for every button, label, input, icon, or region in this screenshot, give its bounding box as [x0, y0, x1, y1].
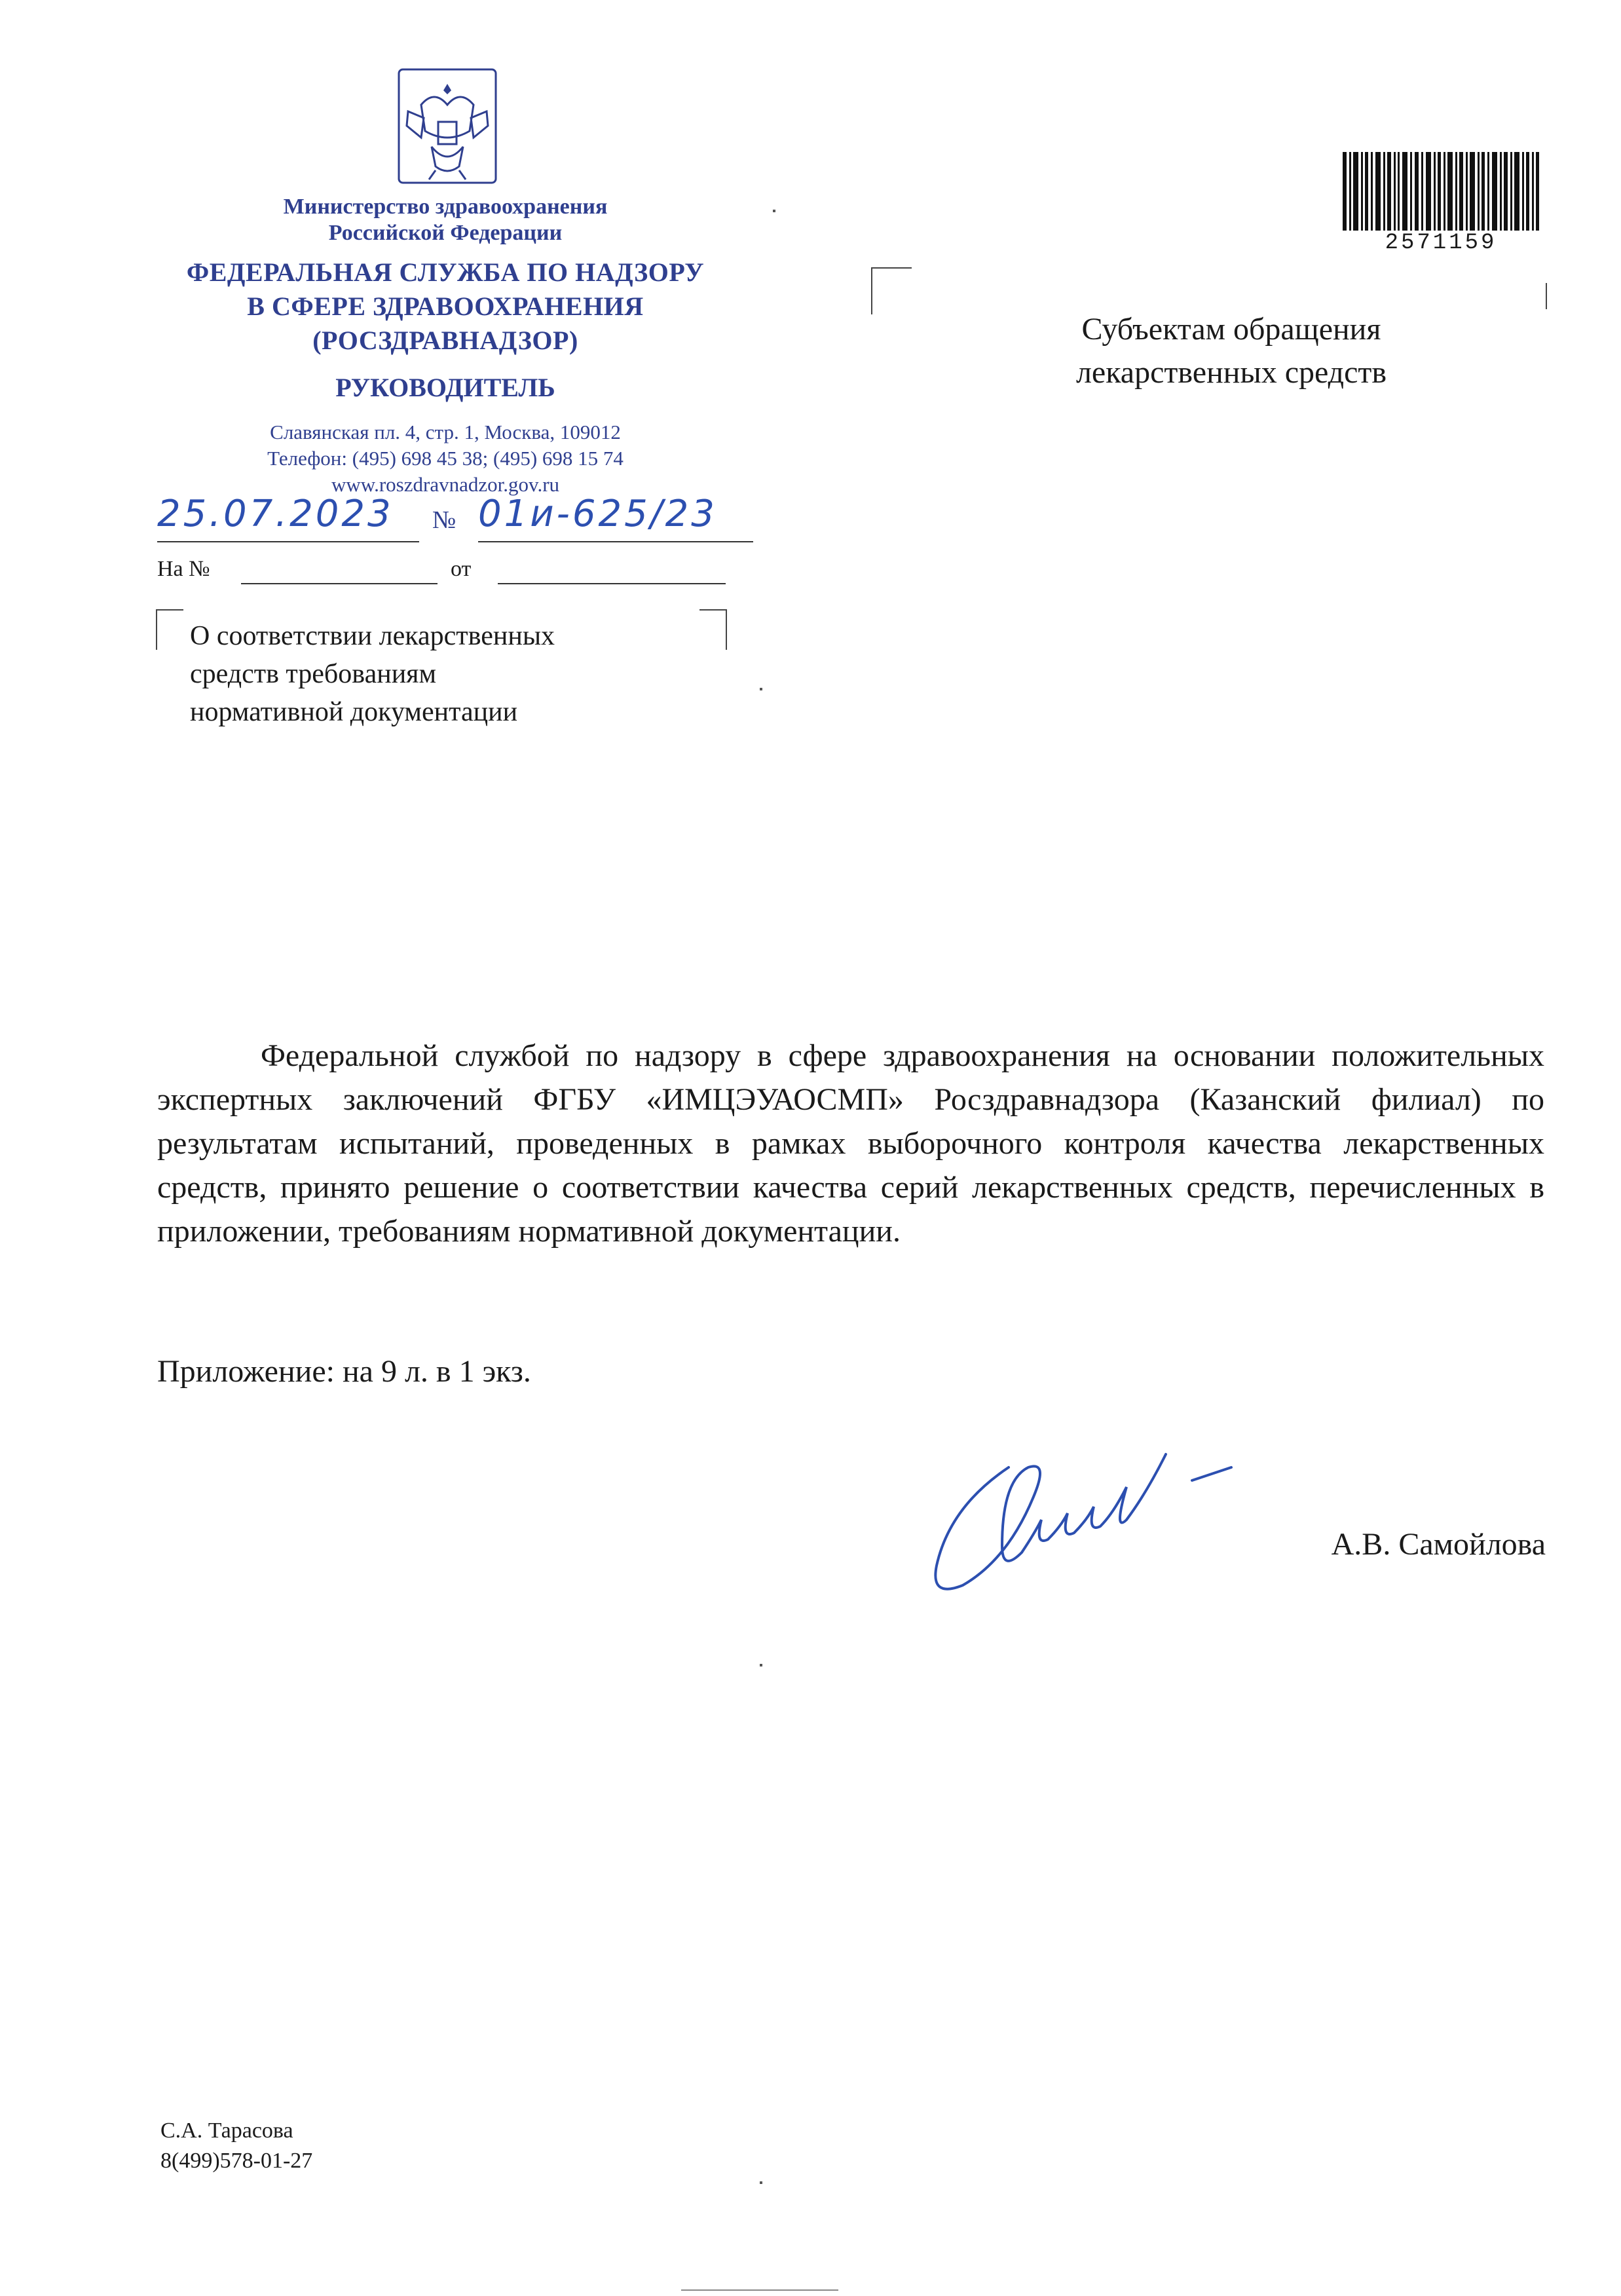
- coat-of-arms-emblem-icon: [395, 66, 500, 187]
- addressee-line-2: лекарственных средств: [1075, 355, 1387, 390]
- service-line-1: ФЕДЕРАЛЬНАЯ СЛУЖБА ПО НАДЗОРУ: [186, 257, 705, 287]
- service-line-3: (РОСЗДРАВНАДЗОР): [312, 326, 578, 355]
- subject-line-2: средств требованиям: [190, 659, 437, 689]
- subject-line-3: нормативной документации: [190, 697, 518, 727]
- registration-number: 01и-625/23: [478, 493, 753, 542]
- phone-line: Телефон: (495) 698 45 38; (495) 698 15 74: [267, 447, 624, 470]
- executor-block: [160, 2116, 619, 2176]
- ministry-line-1: Министерство здравоохранения: [283, 195, 608, 219]
- barcode-icon: [1343, 152, 1539, 231]
- number-sign: №: [432, 506, 456, 534]
- scan-dot: [760, 2181, 762, 2184]
- ministry-line-2: Российской Федерации: [328, 221, 563, 245]
- scan-dot: [760, 1664, 762, 1666]
- ref-label: На №: [157, 557, 210, 581]
- addressee-corner-right: [1546, 283, 1547, 309]
- executor-name: С.А. Тарасова: [160, 2118, 293, 2143]
- reference-row: [157, 557, 734, 590]
- subject-block: [190, 617, 661, 731]
- subject-line-1: О соответствии лекарственных: [190, 621, 555, 651]
- appendix-note: Приложение: на 9 л. в 1 экз.: [157, 1354, 531, 1389]
- head-title: РУКОВОДИТЕЛЬ: [335, 373, 555, 402]
- addressee-corner: [871, 267, 912, 314]
- executor-phone: 8(499)578-01-27: [160, 2149, 313, 2173]
- subject-corner-left: [156, 609, 183, 650]
- addressee-block: [1002, 308, 1461, 394]
- scan-dot: [773, 210, 775, 212]
- contact-block: [157, 419, 734, 498]
- body-paragraph: Федеральной службой по надзору в сфере здравоохранения на основании положительных экспертных заключений ФГБУ «ИМЦЭУАОСМП» Росздравнадзора (Казанский филиал) по результатам испытаний, проведенных в рамках выборочного контроля качества лекарственных средств, принято решение о соответствии качества серий лекарственных средств, перечисленных в приложении, требованиям нормативной документации.: [157, 1038, 1544, 1249]
- signer-name: А.В. Самойлова: [1331, 1527, 1546, 1562]
- service-line-2: В СФЕРЕ ЗДРАВООХРАНЕНИЯ: [247, 292, 644, 321]
- barcode-number: 2571159: [1385, 231, 1497, 255]
- address-line: Славянская пл. 4, стр. 1, Москва, 109012: [270, 421, 621, 443]
- registration-date: 25.07.2023: [157, 493, 419, 542]
- scan-edge-line: [681, 2289, 838, 2291]
- addressee-line-1: Субъектам обращения: [1081, 312, 1381, 347]
- website-link[interactable]: www.roszdravnadzor.gov.ru: [331, 473, 560, 496]
- registration-row: [157, 493, 799, 552]
- ref-date-blank[interactable]: [498, 583, 726, 584]
- from-label: от: [451, 557, 472, 581]
- service-name: [157, 255, 734, 358]
- ref-number-blank[interactable]: [241, 583, 438, 584]
- scan-dot: [760, 688, 762, 690]
- subject-corner-right: [699, 609, 727, 650]
- ministry-name: [196, 194, 694, 246]
